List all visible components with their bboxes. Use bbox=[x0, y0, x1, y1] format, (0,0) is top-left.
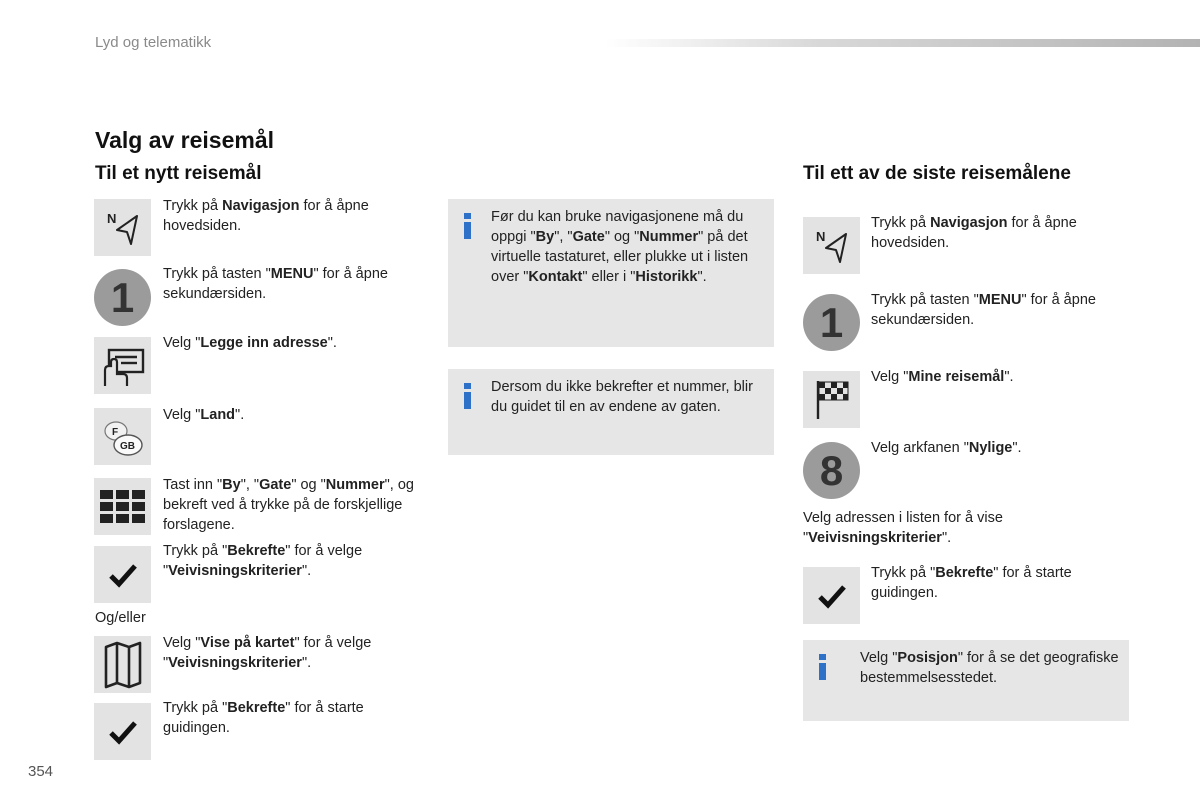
info-icon bbox=[464, 383, 472, 409]
address-entry-icon bbox=[94, 337, 151, 394]
step-text: Tast inn "By", "Gate" og "Nummer", og bekreft ved å trykke på de forskjellige forslagene. bbox=[163, 477, 414, 533]
navigation-icon bbox=[94, 199, 151, 256]
info-text: Velg "Posisjon" for å se det geografiske bestemmelsesstedet. bbox=[860, 650, 1119, 686]
section-header: Lyd og telematikk bbox=[95, 34, 212, 51]
step-text: Trykk på tasten "MENU" for å åpne sekundærsiden. bbox=[871, 292, 1096, 328]
nav-n-label: N bbox=[815, 228, 825, 244]
step-text: Velg arkfanen "Nylige". bbox=[871, 440, 1022, 456]
step-text: Trykk på tasten "MENU" for å åpne sekundærsiden. bbox=[163, 266, 388, 302]
check-icon bbox=[94, 703, 151, 760]
select-address-text: Velg adressen i listen for å vise "Veivisningskriterier". bbox=[803, 510, 1003, 546]
right-heading: Til ett av de siste reisemålene bbox=[803, 163, 1071, 184]
finish-flag-icon bbox=[803, 371, 860, 428]
step-text: Trykk på Navigasjon for å åpne hovedsiden. bbox=[163, 198, 369, 234]
step-text: Trykk på Navigasjon for å åpne hovedsiden. bbox=[871, 215, 1077, 251]
left-heading: Til et nytt reisemål bbox=[95, 163, 262, 184]
page-title: Valg av reisemål bbox=[95, 127, 275, 153]
country-icon bbox=[94, 408, 151, 465]
step-text: Velg "Land". bbox=[163, 407, 245, 423]
step-text: Trykk på "Bekrefte" for å starte guidingen. bbox=[163, 700, 364, 736]
keyboard-icon bbox=[94, 478, 151, 535]
info-text: Før du kan bruke navigasjonene må du oppgi "By", "Gate" og "Nummer" på det virtuelle tastaturet, eller plukke ut i listen over "Kontakt" eller i "Historikk". bbox=[491, 209, 749, 285]
step-text: Velg "Legge inn adresse". bbox=[163, 335, 337, 351]
check-icon bbox=[803, 567, 860, 624]
info-box bbox=[803, 640, 1129, 721]
country-f-label: F bbox=[111, 426, 118, 438]
step-number-badge: 1 bbox=[803, 294, 860, 351]
info-box bbox=[448, 369, 774, 455]
info-icon bbox=[464, 213, 472, 239]
check-icon bbox=[94, 546, 151, 603]
country-gb-label: GB bbox=[119, 440, 135, 452]
header-divider bbox=[605, 39, 1200, 47]
navigation-icon bbox=[803, 217, 860, 274]
step-text: Trykk på "Bekrefte" for å velge "Veivisningskriterier". bbox=[163, 543, 363, 579]
info-text: Dersom du ikke bekrefter et nummer, blir du guidet til en av endene av gaten. bbox=[491, 379, 753, 415]
nav-n-label: N bbox=[106, 210, 116, 226]
step-number-badge: 8 bbox=[803, 442, 860, 499]
info-box bbox=[448, 199, 774, 347]
step-number-badge: 1 bbox=[94, 269, 151, 326]
or-label: Og/eller bbox=[95, 610, 146, 626]
step-text: Trykk på "Bekrefte" for å starte guidingen. bbox=[871, 565, 1072, 601]
info-icon bbox=[819, 654, 827, 680]
step-text: Velg "Mine reisemål". bbox=[871, 369, 1014, 385]
map-icon bbox=[94, 636, 151, 693]
page-number: 354 bbox=[28, 763, 54, 780]
step-text: Velg "Vise på kartet" for å velge "Veivisningskriterier". bbox=[163, 635, 372, 671]
